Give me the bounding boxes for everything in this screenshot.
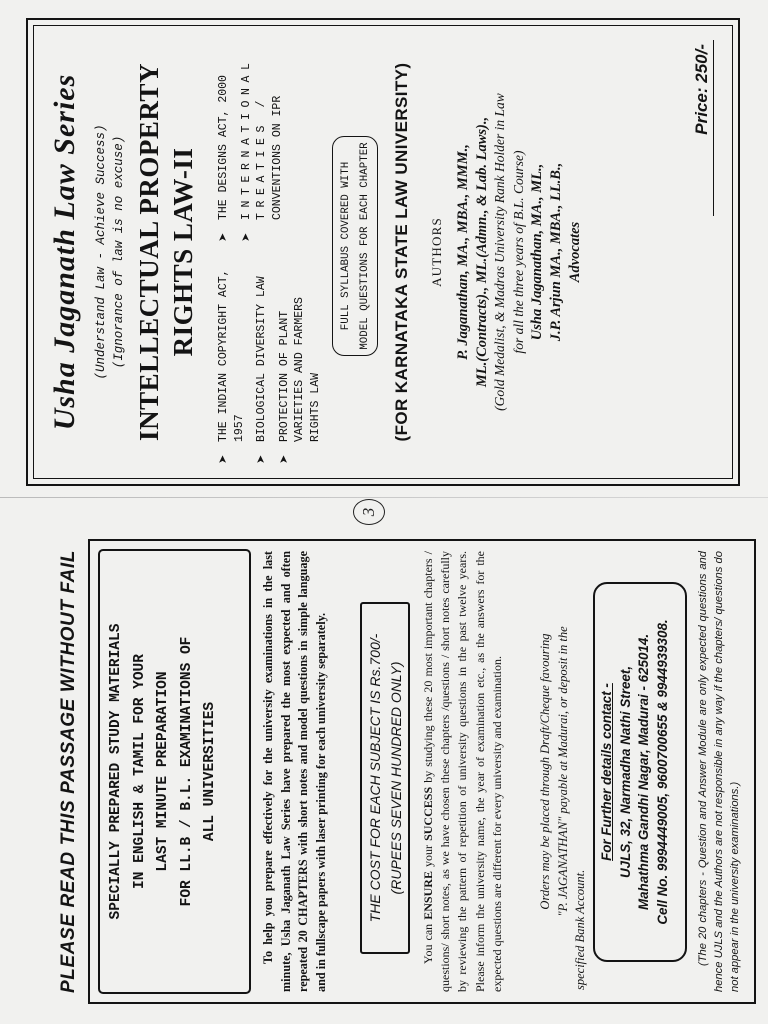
- price-rule: [713, 40, 714, 216]
- tagline-2: (Ignorance of law is no excuse): [112, 135, 126, 369]
- book-title-line-2: RIGHTS LAW-II: [168, 147, 198, 357]
- arrow-bullet-icon: ➤: [216, 454, 229, 464]
- author-line: (Gold Medalist, & Madras University Rank Holder in Law: [492, 93, 508, 411]
- arrow-bullet-icon: ➤: [254, 454, 267, 464]
- syllabus-box: [332, 136, 378, 356]
- subject-column-right: [216, 22, 292, 242]
- cost-line: THE COST FOR EACH SUBJECT IS Rs.700/-: [367, 633, 383, 923]
- orders-line: specified Bank Account.: [573, 869, 587, 990]
- orders-line: "P. JAGANATHAN" payable at Madurai, or deposit in the: [555, 626, 570, 917]
- subject-item: [216, 259, 247, 464]
- contact-line: Mahathma Gandhi Nagar, Madurai - 625014.: [636, 633, 651, 911]
- ensure-word: ENSURE: [421, 871, 435, 920]
- cover-inner-frame: [33, 25, 733, 479]
- subject-item: [216, 22, 232, 242]
- orders-text: [537, 553, 590, 990]
- page-number-circle: 3: [353, 499, 385, 525]
- study-materials-box: [98, 549, 251, 994]
- materials-line: ALL UNIVERSITIES: [202, 701, 218, 842]
- materials-line: FOR LL.B / B.L. EXAMINATIONS OF: [178, 636, 195, 907]
- contact-line: For Further details contact -: [599, 683, 614, 861]
- authors-block: [454, 26, 584, 478]
- orders-line: Orders may be placed through Draft/Cheque favouring: [538, 633, 552, 910]
- arrow-bullet-icon: ➤: [276, 454, 290, 464]
- cost-line: (RUPEES SEVEN HUNDRED ONLY): [388, 661, 404, 895]
- disclaimer-text: (The 20 chapters - Question and Answer Module are only expected questions and hence UJLS and the Authors are not responsible in any way if the chapters/ questions do not appear in the university examinations.): [697, 551, 741, 992]
- author-line: for all the three years of B.L. Course): [510, 150, 526, 354]
- book-title-line-1: INTELLECTUAL PROPERTY: [134, 63, 164, 441]
- subject-label: THE DESIGNS ACT, 2000: [217, 75, 230, 220]
- notice-box: [88, 539, 756, 1004]
- contact-line: UJLS, 32, Narmadha Nathi Street,: [617, 665, 633, 879]
- subject-column-left: [216, 259, 330, 464]
- contact-box: [593, 582, 687, 962]
- notice-panel: [54, 539, 756, 1004]
- materials-line: LAST MINUTE PREPARATION: [155, 671, 171, 872]
- author-line: ML.(Contracts)., ML.(Admn., & Lab. Laws).,: [473, 116, 490, 388]
- subject-label: BIOLOGICAL DIVERSITY LAW: [255, 276, 268, 442]
- subject-label: PROTECTION OF PLANT VARIETIES AND FARMERS RIGHTS LAW: [277, 297, 322, 442]
- materials-line: IN ENGLISH & TAMIL FOR YOUR: [131, 654, 148, 889]
- cost-box: [360, 602, 410, 954]
- subject-label: CONVENTIONS ON IPR: [270, 95, 284, 220]
- arrow-bullet-icon: ➤: [238, 232, 252, 242]
- ensure-lead: You can: [421, 919, 435, 964]
- notice-heading: PLEASE READ THIS PASSAGE WITHOUT FAIL: [58, 549, 79, 994]
- author-line: P. Jaganathan, MA., MBA., MMM.,: [455, 144, 471, 360]
- ensure-rest: by studying these 20 most important chapters / questions/ short notes, as we have chosen these chapters /questions / short notes carefully by reviewing the pattern of repetition of university questions in the past twelve years. Please inform the university name, the year of examination etc., as the answers for the expected questions are different for every university and examination.: [421, 551, 504, 992]
- advocates-label: Advocates: [566, 221, 583, 283]
- book-cover: [26, 18, 740, 486]
- success-word: SUCCESS: [421, 786, 435, 841]
- price-label: Price: 250/-: [692, 44, 711, 135]
- ensure-mid: your: [421, 840, 435, 872]
- page-fold-line: [0, 497, 768, 498]
- authors-heading: AUTHORS: [429, 217, 444, 287]
- arrow-bullet-icon: ➤: [216, 232, 229, 242]
- university-label: (FOR KARNATAKA STATE LAW UNIVERSITY): [392, 62, 411, 442]
- materials-line: SPECIALLY PREPARED STUDY MATERIALS: [108, 623, 124, 920]
- subject-label: INTERNATIONAL TREATIES /: [239, 57, 268, 220]
- tagline-1: (Understand Law - Achieve Success): [94, 124, 108, 380]
- subject-label: THE INDIAN COPYRIGHT ACT, 1957: [217, 269, 246, 442]
- ensure-paragraph: [420, 551, 506, 992]
- series-title: Usha Jaganath Law Series: [48, 73, 81, 431]
- author-line: J.P. Arjun MA., MBA., LL.B.,: [547, 162, 564, 342]
- author-line: Usha Jaganathan, MA., ML.,: [529, 163, 546, 341]
- subject-item: [254, 259, 270, 464]
- contact-line: Cell No. 9994449005, 9600700655 & 9944939308.: [654, 619, 670, 925]
- subject-item: [277, 259, 324, 464]
- intro-paragraph: To help you prepare effectively for the university examinations in the last minute, Usha Jaganath Law Series have prepared the most expected and often repeated 20 CHAPTERS with short notes and model questions in simple language and in fullscape papers with laser printing for each university separately.: [261, 551, 328, 992]
- syllabus-line: FULL SYLLABUS COVERED WITH: [340, 161, 352, 331]
- syllabus-line: MODEL QUESTIONS FOR EACH CHAPTER: [359, 142, 371, 350]
- subject-item: [239, 22, 286, 242]
